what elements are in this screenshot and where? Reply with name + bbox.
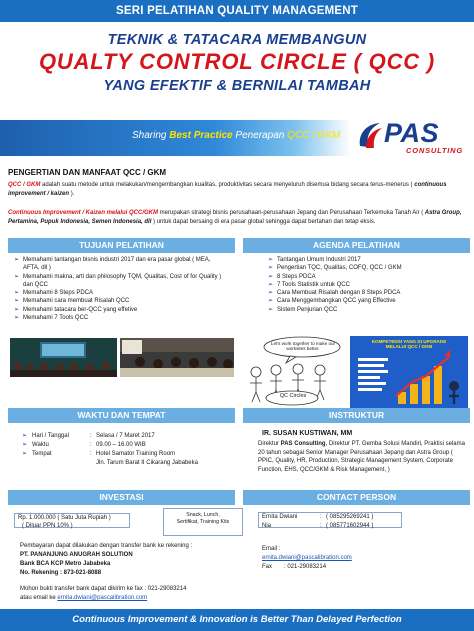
- logo-wordmark: PAS: [384, 118, 440, 148]
- cartoon-sign: QC Circles: [279, 393, 307, 399]
- tax-note: ( Diluar PPN 10% ): [22, 523, 73, 529]
- contact-row: [262, 513, 374, 522]
- classroom-photo-icon: [10, 338, 117, 377]
- contact-sep: :: [320, 514, 322, 520]
- instruktur-header: INSTRUKTUR: [243, 408, 470, 423]
- contact-header: CONTACT PERSON: [243, 490, 470, 505]
- instructor-name: IR. SUSAN KUSTIWAN, MM: [262, 430, 353, 437]
- contact-name: Nia: [262, 523, 272, 529]
- price: Rp. 1.000.000 ( Satu Juta Rupiah ): [18, 515, 111, 521]
- bio-prefix: Direktur: [258, 441, 281, 447]
- intro-term: QCC / GKM: [8, 182, 41, 188]
- series-banner: SERI PELATIHAN QUALITY MANAGEMENT: [0, 0, 474, 22]
- info-label: Tempat: [32, 451, 52, 457]
- info-sep: :: [90, 442, 92, 448]
- list-item: ➢ Cara Membuat Risalah dengan 8 Steps PDCA: [268, 289, 468, 297]
- bullet-icon: ➢: [22, 451, 28, 457]
- bullet-icon: ➢: [22, 433, 28, 439]
- proof-note: Mohon bukti transfer bank dapat dikirim ke fax : 021-29083214: [20, 586, 187, 592]
- sharing-tagline: [132, 130, 340, 141]
- bio-details: , Direktur PT. Gemba Solusi Mandiri, Praktisi selama 20 tahun sebagai Senior Manager Perusahaan Jepang dan Astra Group ( PPIC, Quality, HR, Production, Strategic Management System, Corporate Function, EHS, QCC/GKM & Risk Management, ): [258, 441, 465, 473]
- list-item: ➢ Memahami tantangan bisnis industri 2017 dan era pasar global ( MEA, AFTA, dll ): [14, 256, 224, 273]
- list-item: ➢ Memahami tatacara ber-QCC yang effetive: [14, 306, 224, 314]
- sharing-highlight: Best Practice: [169, 130, 233, 141]
- fax-row: [262, 563, 327, 572]
- proof-email-link[interactable]: ernita.dwiani@pascalibration.com: [57, 595, 148, 601]
- sharing-prefix: Sharing: [132, 130, 167, 141]
- chart-banner-line2: MELALUI QCC / GKM: [385, 344, 433, 350]
- training-photo-2: [120, 338, 234, 377]
- includes-line: Snack, Lunch,: [186, 512, 220, 518]
- email-label: Email :: [262, 546, 281, 552]
- kaizen-term: Continuous Improvement / Kaizen melalui QCC/GKM: [8, 210, 159, 216]
- sharing-middle: Penerapan: [235, 130, 285, 141]
- workshop-photo-icon: [120, 338, 234, 377]
- company-name: PT. PANANJUNG ANUGRAH SOLUTION: [20, 552, 133, 558]
- fax-label: Fax: [262, 564, 273, 570]
- waktu-header: WAKTU DAN TEMPAT: [8, 408, 235, 423]
- list-item: ➢ 8 Steps PDCA: [268, 273, 468, 281]
- bank-name: Bank BCA KCP Metro Jababeka: [20, 561, 111, 567]
- investasi-header: INVESTASI: [8, 490, 235, 505]
- tujuan-header: TUJUAN PELATIHAN: [8, 238, 235, 253]
- list-item: ➢ Memahami makna, arti dan philosophy TQM, Qualitas, Cost of for Quality ) dan QCC: [14, 273, 224, 290]
- footer-tagline: Continuous Improvement & Innovation is Better Than Delayed Perfection: [0, 609, 474, 631]
- info-row-time: [22, 441, 146, 450]
- chart-banner: [354, 339, 464, 350]
- info-value: Selasa / 7 Maret 2017: [96, 433, 155, 439]
- venue-address: Jln. Tarum Barat II Cikarang Jababeka: [96, 460, 198, 466]
- pas-consulting-logo: [354, 118, 470, 158]
- contact-phone[interactable]: ( 085295269241 ): [326, 514, 374, 520]
- instructor-bio: [258, 440, 468, 474]
- training-photo-1: [10, 338, 117, 377]
- account-number: No. Rekening : 873-021-8088: [20, 570, 102, 576]
- includes-box: [163, 508, 243, 536]
- logo-tagline: CONSULTING: [406, 146, 464, 155]
- list-item: ➢ Memahami cara membuat Risalah QCC: [14, 297, 224, 305]
- intro-paragraph-2: [8, 209, 468, 226]
- contact-row: [262, 522, 374, 531]
- info-sep: :: [90, 433, 92, 439]
- agenda-header: AGENDA PELATIHAN: [243, 238, 470, 253]
- list-item: ➢ Sistem Penjurian QCC: [268, 306, 468, 314]
- intro-paragraph-1: [8, 181, 468, 198]
- bio-company: PAS Consulting: [280, 441, 326, 447]
- tujuan-list: [14, 256, 224, 322]
- proof-email-prefix: atau email ke: [20, 595, 58, 601]
- kaizen-text: merupakan strategi bisnis perusahaan-perusahaan Jepang dan Perusahaan Terkemuka Tanah Air (: [158, 210, 424, 216]
- agenda-list: [268, 256, 468, 314]
- contact-sep: :: [320, 523, 322, 529]
- proof-email-line: [20, 594, 147, 603]
- info-sep: :: [90, 451, 92, 457]
- info-row-place: [22, 450, 176, 459]
- fax-number: : 021-29083214: [284, 564, 327, 570]
- list-item: ➢ 7 Tools Statistik untuk QCC: [268, 281, 468, 289]
- info-label: Hari / Tanggal: [32, 433, 69, 439]
- list-item: ➢ Memahami 8 Steps PDCA: [14, 289, 224, 297]
- list-item: ➢ Cara Menggembangkan QCC yang Effective: [268, 297, 468, 305]
- intro-emphasis: continuous improvement / kaizen: [8, 182, 447, 197]
- transfer-note: Pembayaran dapat dilakukan dengan transfer bank ke rekening :: [20, 543, 193, 549]
- list-item: ➢ Pengertian TQC, Qualitas, COFQ, QCC / GKM: [268, 264, 468, 272]
- list-item: ➢ Tantangan Umum Industri 2017: [268, 256, 468, 264]
- bullet-icon: ➢: [22, 442, 28, 448]
- logo-swoosh-icon: [356, 120, 384, 150]
- info-label: Waktu: [32, 442, 49, 448]
- contact-name: Ernita Dwiani: [262, 514, 298, 520]
- list-item: ➢ Memahami 7 Tools QCC: [14, 314, 224, 322]
- main-title: QUALTY CONTROL CIRCLE ( QCC ): [39, 49, 435, 74]
- kaizen-end: ) untuk dapat bersaing di era pasar global sehingga dapat bertahan dan tetap eksis.: [153, 218, 376, 225]
- contact-phone[interactable]: ( 085771602944 ): [326, 523, 374, 529]
- competency-chart-image: [350, 336, 468, 412]
- title-line-1: TEKNIK & TATACARA MEMBANGUN: [107, 32, 367, 48]
- info-row-date: [22, 432, 155, 441]
- cartoon-speech: Let's work together to make our worksites better.: [270, 341, 336, 352]
- info-value: 09.00 – 16.00 WIB: [96, 442, 146, 448]
- intro-text: adalah suatu metode untuk melakukan/mengembangkan kualitas, produktivitas secara menyeluruh disemua bidang secara terus-menerus (: [40, 182, 413, 188]
- intro-end: ).: [70, 190, 75, 197]
- qc-circles-cartoon: [242, 336, 343, 412]
- info-value: Hotel Samator Training Room: [96, 451, 176, 457]
- includes-line: Sertifikat, Training Kits: [176, 519, 230, 525]
- contact-email-link[interactable]: ernita.dwiani@pascalibration.com: [262, 555, 352, 561]
- intro-heading: PENGERTIAN DAN MANFAAT QCC / GKM: [8, 168, 167, 177]
- sharing-suffix: QCC / GKM: [287, 130, 341, 141]
- chart-banner-line1: KOMPETENSI YANG DI UPGRADE: [371, 339, 447, 344]
- company-list: Astra Group, Pertamina, Pupuk Indonesia, Semen Indonesia, dll: [8, 210, 462, 225]
- title-line-3: YANG EFEKTIF & BERNILAI TAMBAH: [103, 78, 371, 94]
